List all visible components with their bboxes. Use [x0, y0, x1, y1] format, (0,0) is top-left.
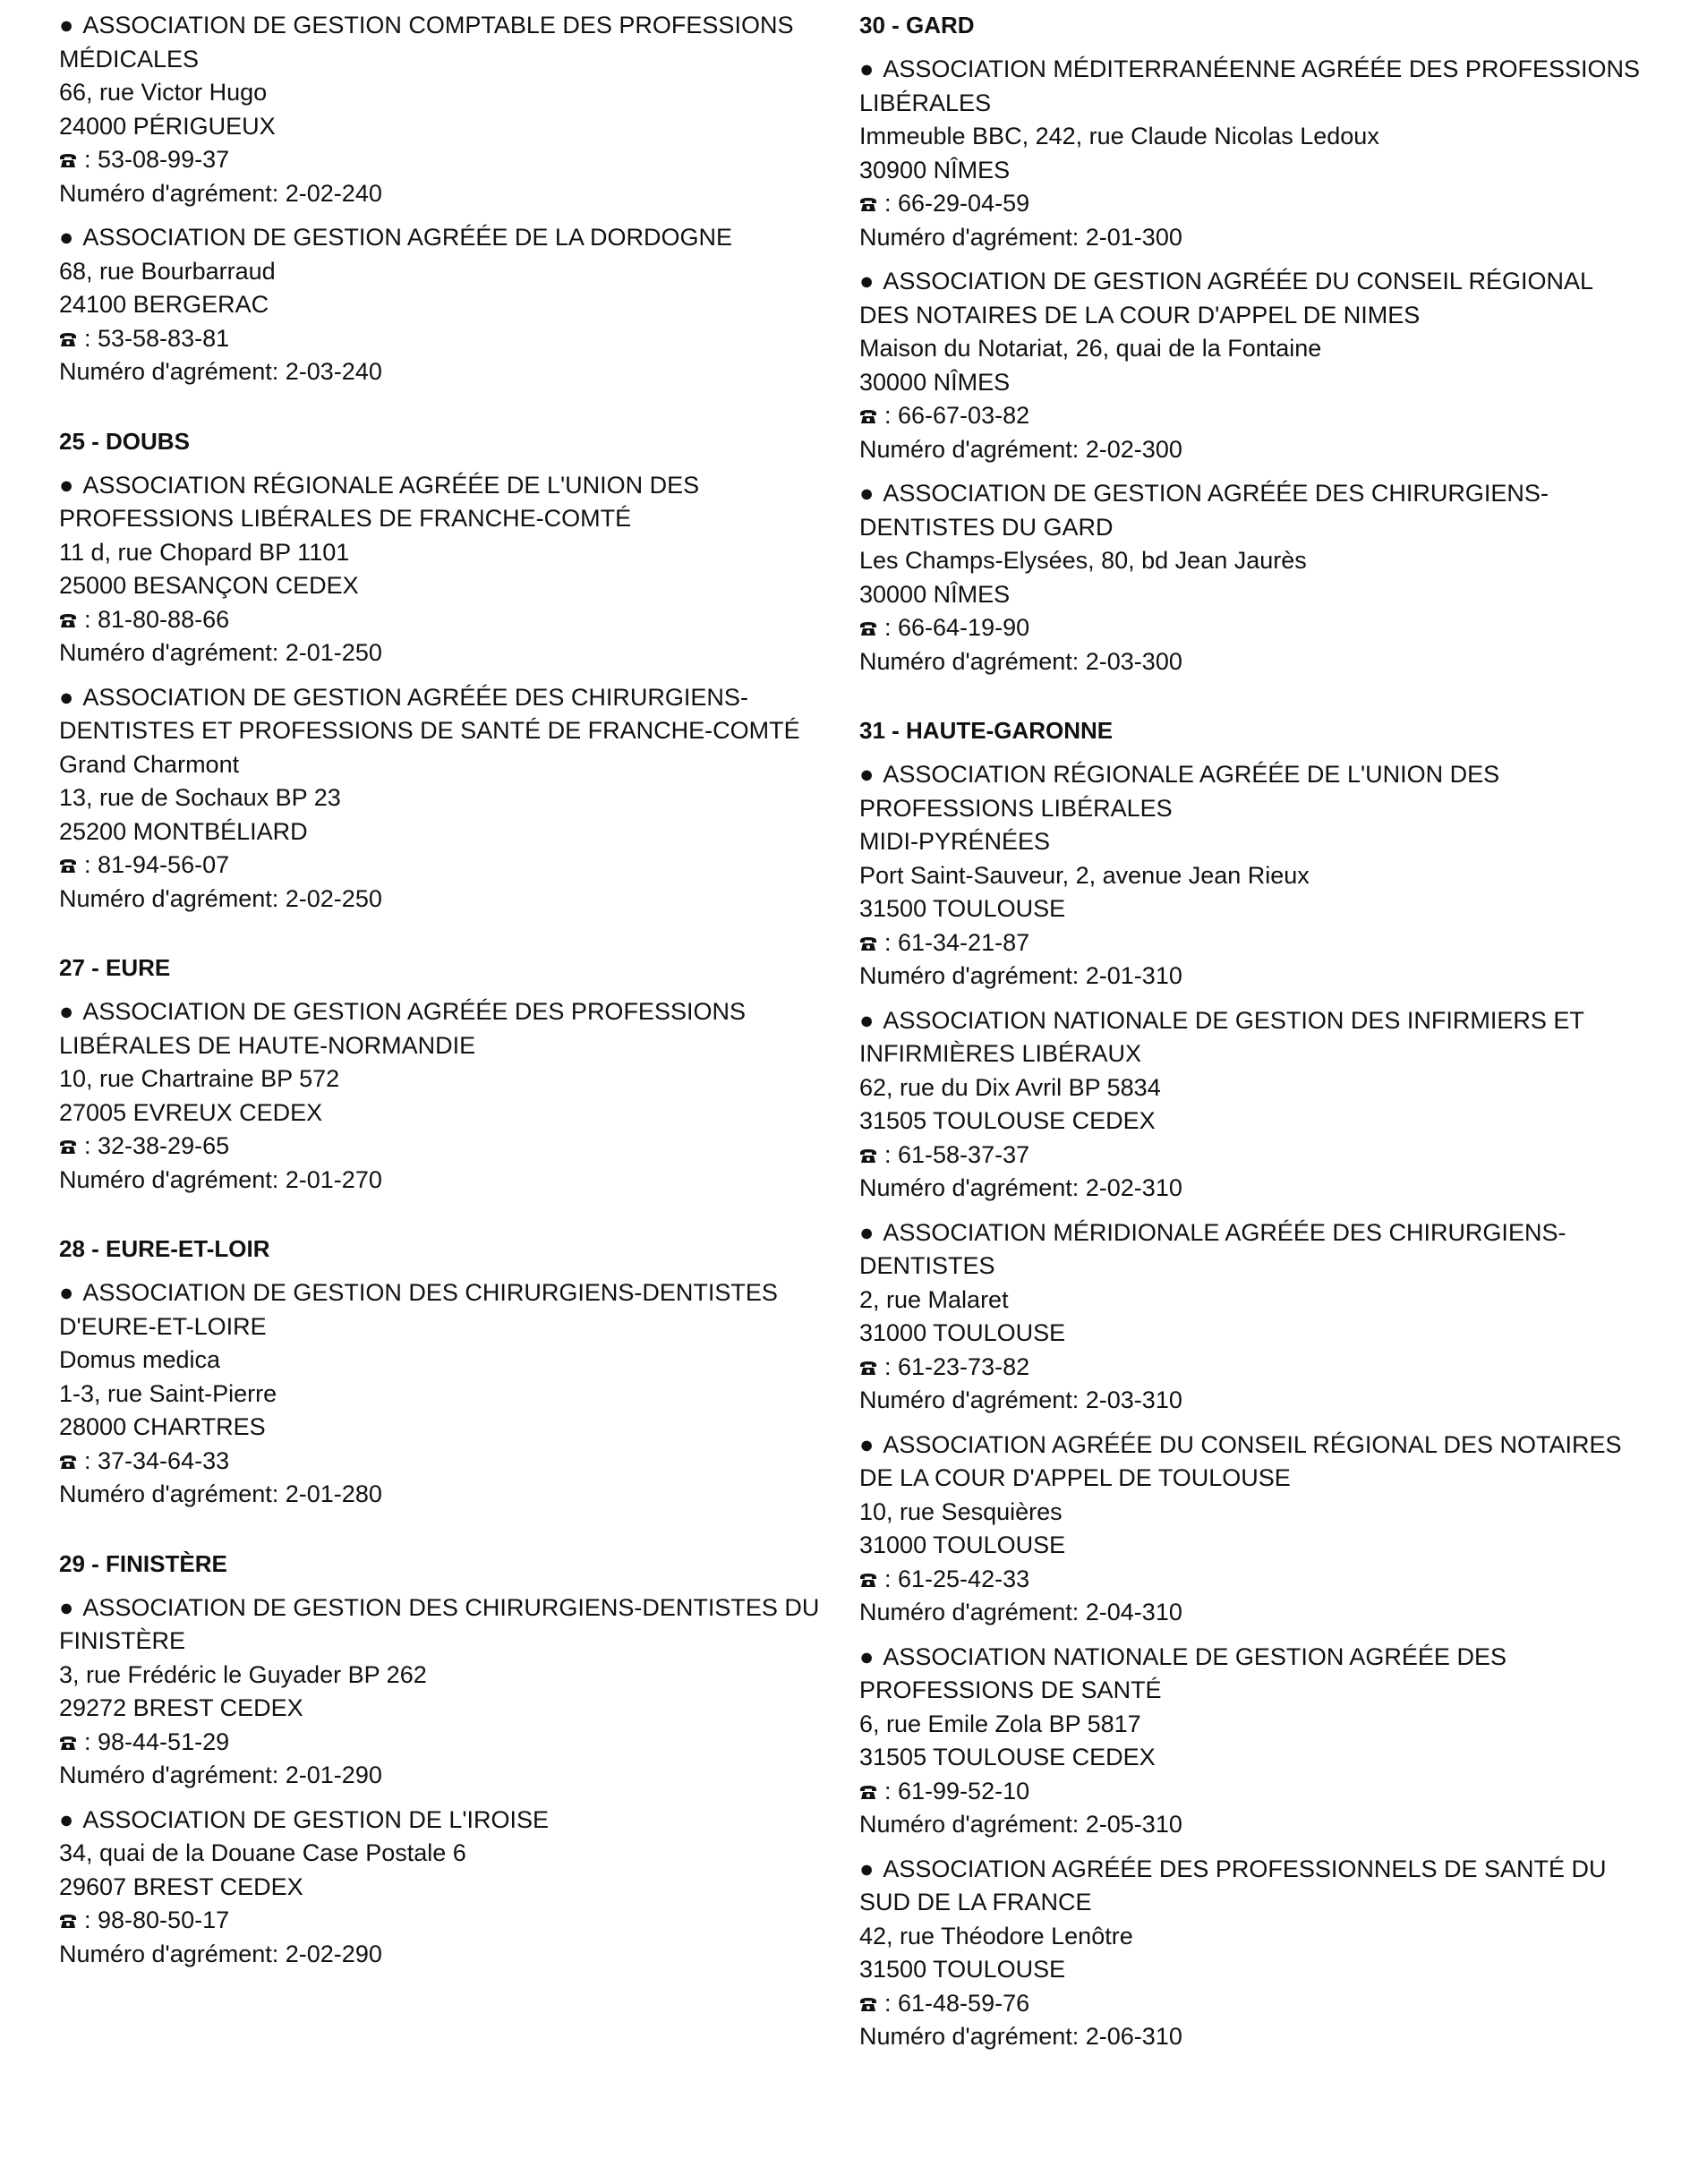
approval-number: Numéro d'agrément: 2-01-250 — [59, 639, 382, 666]
address-line: 29607 BREST CEDEX — [59, 1873, 303, 1900]
association-name-text: ASSOCIATION AGRÉÉE DU CONSEIL RÉGIONAL DES NOTAIRES DE LA COUR D'APPEL DE TOULOUSE — [859, 1430, 1622, 1491]
association-name-text: ASSOCIATION RÉGIONALE AGRÉÉE DE L'UNION DES PROFESSIONS LIBÉRALES — [859, 761, 1500, 822]
telephone-icon — [59, 612, 77, 628]
directory-entry — [859, 1853, 1647, 2054]
association-name — [859, 265, 1647, 332]
directory-entry — [859, 1641, 1647, 1842]
association-name — [59, 995, 829, 1062]
address-line: 13, rue de Sochaux BP 23 — [59, 784, 341, 811]
phone-number: : 66-67-03-82 — [884, 402, 1030, 429]
directory-entry — [59, 681, 829, 917]
directory-entry — [59, 9, 829, 210]
phone-line — [859, 1775, 1647, 1809]
association-name-text: ASSOCIATION MÉRIDIONALE AGRÉÉE DES CHIRURGIENS-DENTISTES — [859, 1218, 1566, 1279]
address-line: Grand Charmont — [59, 750, 240, 778]
phone-number: : 53-58-83-81 — [84, 324, 230, 352]
telephone-icon — [859, 196, 877, 212]
approval-number: Numéro d'agrément: 2-03-240 — [59, 358, 382, 385]
address-line: 30000 NÎMES — [859, 368, 1011, 396]
bullet-icon: ● — [859, 1430, 875, 1458]
telephone-icon — [59, 857, 77, 874]
telephone-icon — [59, 1735, 77, 1751]
association-name — [859, 758, 1647, 825]
phone-number: : 61-23-73-82 — [884, 1352, 1030, 1380]
approval-number: Numéro d'agrément: 2-01-300 — [859, 223, 1182, 251]
association-name — [59, 9, 829, 76]
address-line: 28000 CHARTRES — [59, 1413, 266, 1440]
phone-line — [59, 322, 829, 356]
association-name-text: ASSOCIATION DE GESTION DE L'IROISE — [82, 1805, 550, 1833]
phone-line — [859, 187, 1647, 221]
telephone-icon — [859, 408, 877, 424]
phone-line — [859, 611, 1647, 645]
telephone-icon — [59, 152, 77, 168]
address-line: 42, rue Théodore Lenôtre — [859, 1922, 1133, 1949]
telephone-icon — [859, 620, 877, 636]
directory-entry — [859, 1429, 1647, 1630]
approval-number: Numéro d'agrément: 2-02-300 — [859, 435, 1182, 463]
address-line: 31500 TOULOUSE — [859, 1956, 1066, 1983]
telephone-icon — [859, 1572, 877, 1588]
address-line: 10, rue Chartraine BP 572 — [59, 1065, 340, 1092]
approval-number: Numéro d'agrément: 2-03-310 — [859, 1386, 1182, 1413]
association-name-text: ASSOCIATION AGRÉÉE DES PROFESSIONNELS DE SANTÉ DU SUD DE LA FRANCE — [859, 1855, 1607, 1915]
association-name-text: ASSOCIATION DE GESTION AGRÉÉE DES PROFESSIONS LIBÉRALES DE HAUTE-NORMANDIE — [59, 998, 746, 1059]
directory-entry — [859, 1004, 1647, 1206]
telephone-icon — [59, 331, 77, 347]
phone-number: : 37-34-64-33 — [84, 1446, 230, 1474]
bullet-icon: ● — [59, 12, 74, 38]
phone-number: : 61-48-59-76 — [884, 1989, 1030, 2017]
phone-number: : 81-80-88-66 — [84, 605, 230, 633]
association-name-text: ASSOCIATION DE GESTION AGRÉÉE DE LA DORDOGNE — [82, 224, 732, 251]
phone-number: : 66-29-04-59 — [884, 190, 1030, 217]
section-title: 30 - GARD — [859, 12, 975, 38]
address-line: 2, rue Malaret — [859, 1285, 1009, 1313]
bullet-icon: ● — [859, 55, 875, 82]
association-name — [59, 469, 829, 536]
association-name-text: ASSOCIATION NATIONALE DE GESTION DES INFIRMIERS ET INFIRMIÈRES LIBÉRAUX — [859, 1006, 1584, 1067]
approval-number: Numéro d'agrément: 2-02-290 — [59, 1940, 382, 1967]
telephone-icon — [859, 935, 877, 951]
address-line: Immeuble BBC, 242, rue Claude Nicolas Ledoux — [859, 123, 1379, 149]
phone-line — [859, 1563, 1647, 1597]
association-name — [859, 1216, 1647, 1284]
phone-number: : 53-08-99-37 — [84, 146, 230, 173]
address-line: 31000 TOULOUSE — [859, 1531, 1066, 1558]
phone-number: : 61-58-37-37 — [884, 1140, 1030, 1168]
approval-number: Numéro d'agrément: 2-02-240 — [59, 179, 382, 207]
section-title: 27 - EURE — [59, 954, 171, 981]
directory-entry — [859, 1216, 1647, 1418]
telephone-icon — [859, 1147, 877, 1164]
section-title: 28 - EURE-ET-LOIR — [59, 1235, 270, 1262]
directory-entry — [59, 1804, 829, 1972]
association-name — [859, 1004, 1647, 1071]
approval-number: Numéro d'agrément: 2-01-310 — [859, 962, 1182, 989]
approval-number: Numéro d'agrément: 2-05-310 — [859, 1811, 1182, 1838]
association-name — [59, 1804, 829, 1838]
section-title: 31 - HAUTE-GARONNE — [859, 717, 1114, 744]
phone-line — [859, 926, 1647, 960]
address-line: 30000 NÎMES — [859, 580, 1011, 608]
bullet-icon: ● — [59, 998, 74, 1025]
telephone-icon — [859, 1784, 877, 1800]
phone-line — [59, 1726, 829, 1760]
address-line: 34, quai de la Douane Case Postale 6 — [59, 1839, 466, 1866]
address-line: 3, rue Frédéric le Guyader BP 262 — [59, 1660, 427, 1688]
phone-number: : 61-25-42-33 — [884, 1565, 1030, 1592]
phone-line — [859, 1351, 1647, 1385]
address-line: 10, rue Sesquières — [859, 1497, 1063, 1525]
address-line: Les Champs-Elysées, 80, bd Jean Jaurès — [859, 547, 1307, 574]
directory-entry — [59, 995, 829, 1197]
phone-line — [59, 143, 829, 177]
telephone-icon — [59, 1913, 77, 1929]
association-name-text: ASSOCIATION DE GESTION AGRÉÉE DU CONSEIL RÉGIONAL DES NOTAIRES DE LA COUR D'APPEL DE NIMES — [859, 268, 1592, 328]
association-name-text: ASSOCIATION NATIONALE DE GESTION AGRÉÉE DES PROFESSIONS DE SANTÉ — [859, 1642, 1506, 1703]
phone-line — [859, 1139, 1647, 1173]
bullet-icon: ● — [859, 480, 875, 507]
phone-number: : 32-38-29-65 — [84, 1132, 230, 1159]
association-name-text: ASSOCIATION DE GESTION DES CHIRURGIENS-DENTISTES DU FINISTÈRE — [59, 1593, 820, 1654]
address-line: 27005 EVREUX CEDEX — [59, 1098, 323, 1126]
association-name — [59, 221, 829, 255]
section-title: 25 - DOUBS — [59, 427, 190, 455]
bullet-icon: ● — [859, 761, 875, 788]
association-name — [59, 1591, 829, 1659]
directory-entry — [59, 1591, 829, 1793]
association-name — [859, 1641, 1647, 1708]
left-column — [59, 9, 829, 1982]
bullet-icon: ● — [859, 1006, 875, 1034]
directory-entry — [859, 53, 1647, 254]
bullet-icon: ● — [59, 683, 74, 711]
address-line: 66, rue Victor Hugo — [59, 79, 268, 106]
bullet-icon: ● — [59, 471, 74, 499]
association-name-text: ASSOCIATION DE GESTION AGRÉÉE DES CHIRURGIENS-DENTISTES ET PROFESSIONS DE SANTÉ DE FRANCHE-COMTÉ — [59, 683, 800, 744]
association-name-text: ASSOCIATION DE GESTION COMPTABLE DES PROFESSIONS MÉDICALES — [59, 12, 794, 73]
address-line: Maison du Notariat, 26, quai de la Fontaine — [859, 335, 1322, 362]
address-line: 31500 TOULOUSE — [859, 895, 1066, 922]
association-name — [59, 1276, 829, 1344]
approval-number: Numéro d'agrément: 2-06-310 — [859, 2023, 1182, 2050]
address-line: 31505 TOULOUSE CEDEX — [859, 1744, 1156, 1770]
address-line: 11 d, rue Chopard BP 1101 — [59, 538, 350, 566]
approval-number: Numéro d'agrément: 2-03-300 — [859, 647, 1182, 675]
address-line: 24100 BERGERAC — [59, 291, 269, 318]
bullet-icon: ● — [59, 1593, 74, 1621]
address-line: 24000 PÉRIGUEUX — [59, 112, 276, 140]
association-name-text: ASSOCIATION DE GESTION DES CHIRURGIENS-DENTISTES D'EURE-ET-LOIRE — [59, 1279, 778, 1340]
address-line: MIDI-PYRÉNÉES — [859, 828, 1051, 855]
phone-number: : 61-99-52-10 — [884, 1777, 1030, 1804]
phone-number: : 61-34-21-87 — [884, 928, 1030, 956]
telephone-icon — [859, 1360, 877, 1376]
bullet-icon: ● — [859, 1642, 875, 1670]
approval-number: Numéro d'agrément: 2-01-280 — [59, 1480, 382, 1507]
bullet-icon: ● — [59, 224, 74, 251]
directory-entry — [59, 1276, 829, 1512]
phone-line — [59, 1904, 829, 1938]
phone-line — [859, 1987, 1647, 2021]
address-line: 31505 TOULOUSE CEDEX — [859, 1107, 1156, 1134]
association-name-text: ASSOCIATION RÉGIONALE AGRÉÉE DE L'UNION DES PROFESSIONS LIBÉRALES DE FRANCHE-COMTÉ — [59, 471, 700, 532]
directory-entry — [59, 221, 829, 389]
phone-line — [59, 603, 829, 637]
association-name — [859, 1429, 1647, 1496]
association-name — [59, 681, 829, 748]
bullet-icon: ● — [859, 1218, 875, 1246]
association-name-text: ASSOCIATION MÉDITERRANÉENNE AGRÉÉE DES PROFESSIONS LIBÉRALES — [859, 55, 1640, 116]
association-name-text: ASSOCIATION DE GESTION AGRÉÉE DES CHIRURGIENS-DENTISTES DU GARD — [859, 480, 1549, 541]
address-line: 31000 TOULOUSE — [859, 1319, 1066, 1346]
phone-number: : 66-64-19-90 — [884, 614, 1030, 641]
address-line: 68, rue Bourbarraud — [59, 257, 276, 285]
phone-number: : 81-94-56-07 — [84, 851, 230, 878]
phone-line — [59, 849, 829, 883]
right-column — [859, 9, 1647, 2065]
association-name — [859, 477, 1647, 544]
association-name — [859, 1853, 1647, 1920]
address-line: 29272 BREST CEDEX — [59, 1694, 303, 1721]
approval-number: Numéro d'agrément: 2-04-310 — [859, 1599, 1182, 1625]
directory-entry — [59, 469, 829, 670]
phone-line — [59, 1130, 829, 1164]
telephone-icon — [59, 1454, 77, 1470]
directory-entry — [859, 265, 1647, 466]
approval-number: Numéro d'agrément: 2-01-270 — [59, 1165, 382, 1193]
address-line: 62, rue du Dix Avril BP 5834 — [859, 1073, 1161, 1101]
directory-entry — [859, 758, 1647, 994]
address-line: Domus medica — [59, 1346, 221, 1373]
phone-number: : 98-80-50-17 — [84, 1907, 230, 1933]
address-line: 6, rue Emile Zola BP 5817 — [859, 1710, 1141, 1737]
phone-line — [859, 399, 1647, 433]
approval-number: Numéro d'agrément: 2-02-310 — [859, 1174, 1182, 1201]
address-line: 25000 BESANÇON CEDEX — [59, 572, 359, 599]
directory-entry — [859, 477, 1647, 678]
association-name — [859, 53, 1647, 120]
approval-number: Numéro d'agrément: 2-01-290 — [59, 1762, 382, 1788]
telephone-icon — [59, 1139, 77, 1155]
bullet-icon: ● — [859, 1855, 875, 1882]
address-line: Port Saint-Sauveur, 2, avenue Jean Rieux — [859, 861, 1310, 889]
approval-number: Numéro d'agrément: 2-02-250 — [59, 884, 382, 912]
phone-number: : 98-44-51-29 — [84, 1728, 230, 1755]
address-line: 1-3, rue Saint-Pierre — [59, 1379, 277, 1407]
bullet-icon: ● — [59, 1279, 74, 1306]
bullet-icon: ● — [59, 1805, 74, 1833]
address-line: 30900 NÎMES — [859, 156, 1011, 183]
section-title: 29 - FINISTÈRE — [59, 1549, 227, 1577]
phone-line — [59, 1445, 829, 1479]
address-line: 25200 MONTBÉLIARD — [59, 817, 308, 845]
bullet-icon: ● — [859, 268, 875, 294]
telephone-icon — [859, 1996, 877, 2012]
